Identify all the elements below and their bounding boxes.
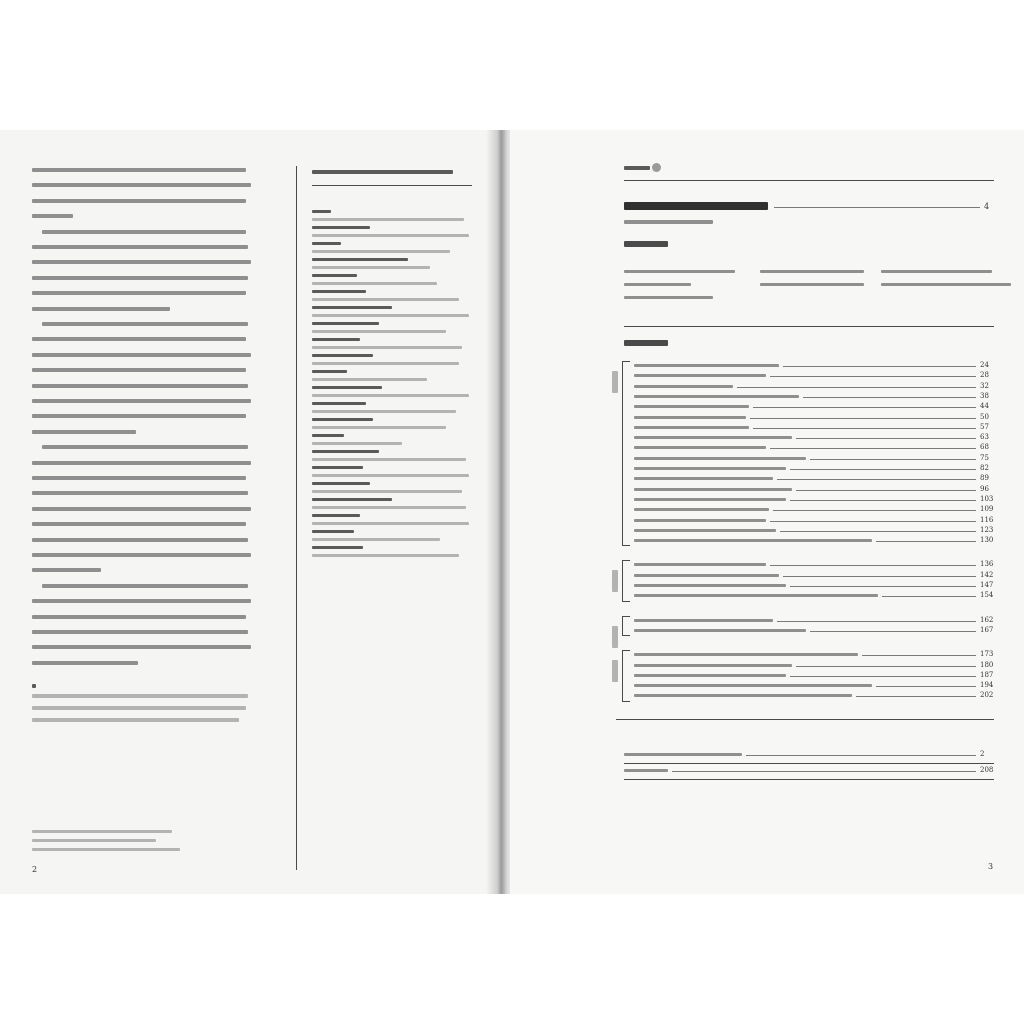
entry-page: 109 [980, 505, 994, 514]
entry-title [634, 416, 746, 419]
entry-page: 68 [980, 443, 989, 452]
entry-page: 63 [980, 433, 989, 442]
contributor-address [312, 378, 427, 381]
entry-leader [876, 541, 976, 542]
contributor-name [312, 498, 392, 501]
text-line [32, 522, 246, 526]
contributor-name [312, 482, 370, 485]
contributor-name [312, 354, 373, 357]
group-label [612, 660, 618, 682]
entry-page: 82 [980, 464, 989, 472]
text-line [42, 230, 246, 234]
text-line [32, 245, 248, 249]
group-label [612, 371, 618, 393]
back-entry-title [624, 769, 668, 772]
entry-leader [777, 621, 976, 622]
group-bracket-bottom [622, 601, 630, 602]
text-line [32, 430, 136, 434]
entry-leader [750, 418, 976, 419]
contributor-name [312, 546, 363, 549]
text-line [32, 615, 246, 619]
text-line [32, 307, 170, 311]
column-rule [296, 166, 297, 870]
entry-title [634, 694, 852, 697]
group-bracket-bottom [622, 545, 630, 546]
entry-leader [810, 459, 976, 460]
contributor-name [312, 450, 379, 453]
section-title [624, 340, 668, 346]
back-entry-rule [624, 763, 994, 764]
entry-page: 24 [980, 361, 989, 369]
text-line [32, 276, 248, 280]
group-bracket [622, 361, 623, 545]
entry-title [634, 563, 766, 566]
text-line [32, 414, 246, 418]
entry-page: 142 [980, 570, 994, 579]
text-line [42, 322, 248, 326]
contributor-address [312, 266, 430, 269]
text-line [32, 214, 73, 218]
entry-leader [790, 469, 976, 470]
text-line [32, 476, 246, 480]
text-line [32, 491, 248, 495]
lead-leader [774, 207, 980, 208]
entry-title [634, 498, 786, 501]
contributor-name [312, 242, 341, 245]
entry-title [634, 477, 773, 480]
entry-page: 162 [980, 615, 994, 624]
entry-leader [803, 397, 976, 398]
caption-line [32, 830, 172, 833]
contributor-address [312, 346, 462, 349]
contributor-name [312, 402, 366, 405]
entry-title [634, 395, 799, 398]
entry-leader [753, 407, 976, 408]
text-line [32, 384, 248, 388]
contributor-name [312, 514, 360, 517]
entry-leader [882, 596, 976, 597]
contributor-name [312, 530, 354, 533]
entry-leader [737, 387, 976, 388]
lead-author [624, 241, 668, 247]
contributor-name [312, 210, 331, 213]
entry-page: 89 [980, 474, 989, 483]
entry-leader [770, 376, 976, 377]
group-bracket [622, 650, 623, 701]
entry-title [634, 584, 786, 587]
entry-title [634, 405, 749, 408]
entry-page: 96 [980, 484, 989, 493]
page-number-left: 2 [32, 865, 38, 874]
entry-page: 167 [980, 625, 994, 634]
entry-leader [790, 676, 976, 677]
back-entry-page: 2 [980, 749, 985, 758]
contributor-address [312, 314, 469, 317]
contributor-address [312, 442, 402, 445]
entry-page: 194 [980, 681, 994, 690]
entry-title [634, 674, 786, 677]
entry-title [634, 446, 766, 449]
right-page [510, 130, 1024, 894]
chapter-item [760, 283, 864, 286]
entry-title [634, 374, 766, 377]
entry-leader [783, 576, 976, 577]
contributor-address [312, 554, 459, 557]
entry-title [634, 594, 878, 597]
text-line [32, 368, 246, 372]
book-spread [0, 130, 1024, 894]
entry-page: 136 [980, 560, 994, 569]
entry-leader [780, 531, 976, 532]
entry-title [634, 539, 872, 542]
contributor-name [312, 434, 344, 437]
contributor-address [312, 490, 462, 493]
title-underline [312, 185, 472, 186]
chapter-item [881, 283, 1011, 286]
entry-page: 180 [980, 660, 994, 669]
text-line [32, 168, 246, 172]
contributor-name [312, 418, 373, 421]
text-line [32, 183, 251, 187]
contributor-address [312, 426, 446, 429]
lead-title [624, 202, 768, 210]
entry-title [634, 619, 773, 622]
text-line [32, 337, 246, 341]
entry-title [634, 653, 858, 656]
entry-title [634, 436, 792, 439]
entry-title [634, 629, 806, 632]
contributor-address [312, 250, 450, 253]
contributor-name [312, 258, 408, 261]
caption-line [32, 839, 156, 842]
entry-leader [796, 666, 976, 667]
entry-page: 147 [980, 581, 994, 589]
back-entry-title [624, 753, 742, 756]
contributor-address [312, 474, 469, 477]
note-line [32, 718, 239, 722]
entry-title [634, 488, 792, 491]
left-page [0, 130, 500, 894]
entry-page: 187 [980, 670, 994, 679]
chapter-item [881, 270, 992, 273]
entry-title [634, 529, 776, 532]
entry-page: 173 [980, 650, 994, 659]
group-bracket-bottom [622, 701, 630, 702]
entry-leader [770, 521, 976, 522]
contributor-name [312, 290, 366, 293]
contributor-name [312, 386, 382, 389]
note-marker [32, 684, 36, 688]
group-bracket-top [622, 560, 630, 561]
text-line [32, 507, 251, 511]
lead-page-number: 4 [984, 202, 990, 211]
group-bracket-bottom [622, 635, 630, 636]
entry-title [634, 664, 792, 667]
group-bracket [622, 560, 623, 600]
group-bracket-top [622, 361, 630, 362]
contributor-name [312, 322, 379, 325]
group-bracket [622, 616, 623, 636]
toc-label-dot [652, 163, 661, 172]
group-label [612, 570, 618, 592]
text-line [32, 630, 248, 634]
contributor-name [312, 226, 370, 229]
text-line [32, 599, 251, 603]
entry-leader [783, 366, 976, 367]
text-line [32, 661, 138, 665]
entry-leader [796, 438, 976, 439]
contributor-name [312, 306, 392, 309]
entry-leader [770, 448, 976, 449]
entry-leader [862, 655, 976, 656]
entry-page: 44 [980, 402, 989, 411]
entry-leader [777, 479, 976, 480]
text-line [32, 553, 251, 557]
toc-top-rule [624, 180, 994, 181]
contributor-address [312, 218, 464, 221]
text-line [32, 461, 251, 465]
entry-leader [790, 500, 976, 501]
entry-leader [773, 510, 976, 511]
entry-page: 75 [980, 453, 989, 462]
back-entry-rule [624, 779, 994, 780]
contributor-address [312, 330, 446, 333]
contributor-address [312, 538, 440, 541]
entry-page: 130 [980, 536, 994, 545]
contributor-address [312, 282, 437, 285]
entry-page: 116 [980, 515, 994, 524]
entry-title [634, 426, 749, 429]
contributor-name [312, 370, 347, 373]
entry-leader [856, 696, 976, 697]
entry-page: 38 [980, 391, 989, 400]
text-line [32, 568, 101, 572]
entry-title [634, 385, 733, 388]
entry-title [634, 457, 806, 460]
entry-page: 103 [980, 494, 994, 503]
note-line [32, 694, 248, 698]
page-number-right: 3 [988, 862, 994, 871]
chapter-item [624, 296, 713, 299]
entry-page: 50 [980, 412, 989, 421]
entry-title [634, 364, 779, 367]
contributor-address [312, 234, 469, 237]
chapter-item [624, 283, 691, 286]
contributor-address [312, 458, 466, 461]
group-bracket-top [622, 616, 630, 617]
text-line [32, 199, 246, 203]
entry-leader [810, 631, 976, 632]
contributors-title [312, 170, 453, 174]
text-line [32, 645, 251, 649]
contributor-name [312, 338, 360, 341]
back-entry-page: 208 [980, 765, 994, 774]
text-line [32, 538, 248, 542]
entry-leader [770, 565, 976, 566]
chapter-item [624, 270, 735, 273]
entry-page: 28 [980, 371, 989, 380]
contributor-address [312, 522, 469, 525]
chapter-item [760, 270, 864, 273]
entry-page: 57 [980, 422, 989, 431]
chapters-rule [624, 326, 994, 327]
note-line [32, 706, 246, 710]
entry-leader [876, 686, 976, 687]
text-line [42, 584, 248, 588]
text-line [32, 399, 251, 403]
entry-title [634, 684, 872, 687]
contributor-name [312, 274, 357, 277]
contributor-address [312, 506, 466, 509]
entry-leader [796, 490, 976, 491]
contributor-address [312, 298, 459, 301]
entry-leader [790, 586, 976, 587]
lead-subtitle [624, 220, 713, 224]
groups-end-rule [616, 719, 994, 720]
contributor-address [312, 410, 456, 413]
entry-title [634, 519, 766, 522]
contributor-name [312, 466, 363, 469]
entry-title [634, 574, 779, 577]
entry-page: 154 [980, 591, 994, 600]
text-line [32, 260, 251, 264]
toc-label [624, 166, 650, 170]
contributor-address [312, 394, 469, 397]
contributor-address [312, 362, 459, 365]
caption-line [32, 848, 180, 851]
text-line [32, 291, 246, 295]
entry-title [634, 508, 769, 511]
entry-page: 202 [980, 691, 994, 700]
entry-leader [753, 428, 976, 429]
back-entry-leader [746, 755, 976, 756]
group-label [612, 626, 618, 648]
text-line [32, 353, 251, 357]
back-entry-leader [672, 771, 976, 772]
entry-page: 123 [980, 525, 994, 534]
text-line [42, 445, 248, 449]
entry-title [634, 467, 786, 470]
entry-page: 32 [980, 381, 989, 390]
group-bracket-top [622, 650, 630, 651]
